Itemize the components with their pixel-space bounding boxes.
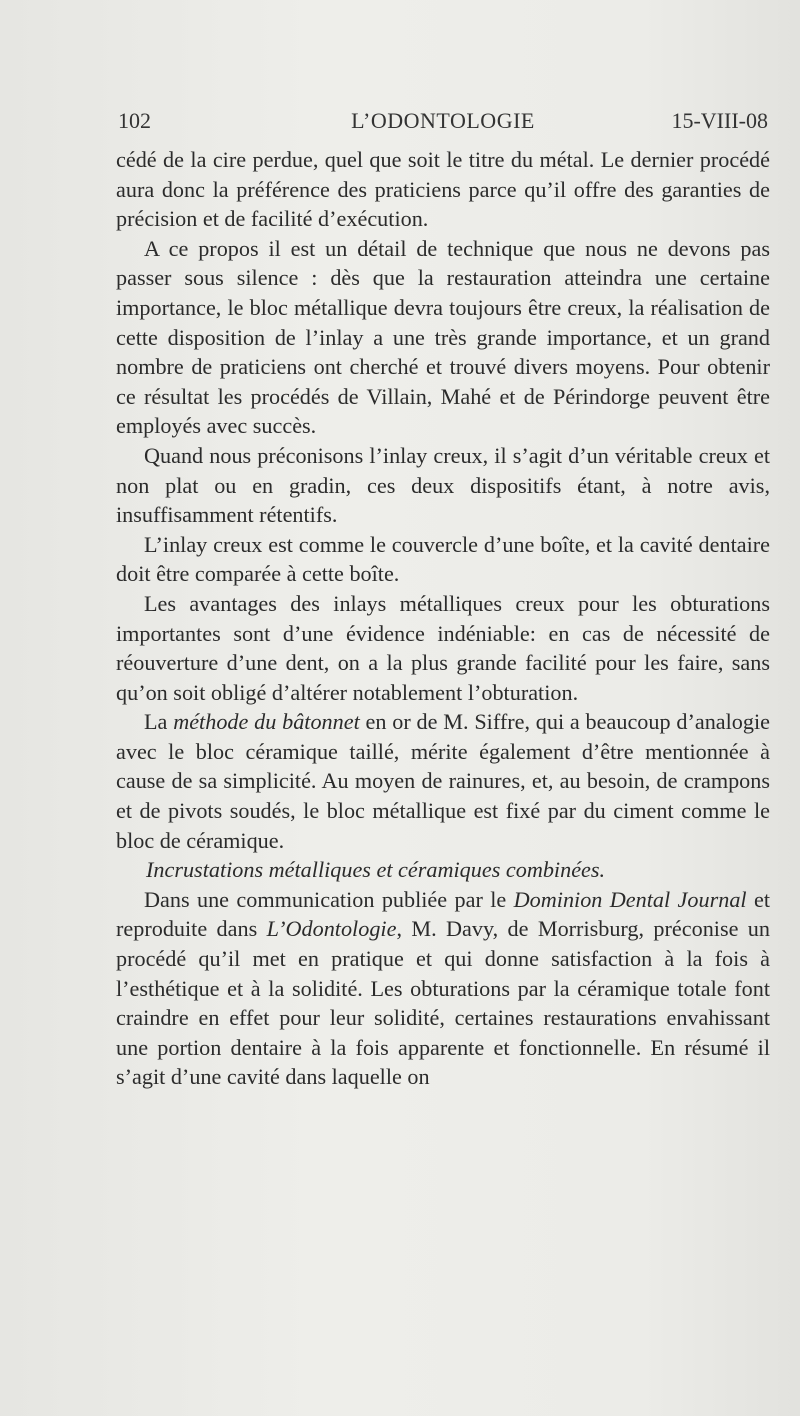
paragraph-7-e: , M. Davy, de Morrisburg, préconise un procédé qu’il met en pratique et qui donne satisfaction à la fois à l’esthétique et à la solidité. Les obturations par la céramique totale font craindre en effet pour leur solidité, certaines restaurations envahissant une portion dentaire à la fois apparente et fonctionnelle. En résumé il s’agit d’une cavité dans laquelle on <box>116 916 770 1090</box>
journal-title: L’ODONTOLOGIE <box>351 108 535 133</box>
method-name: méthode du bâtonnet <box>173 709 360 735</box>
paragraph-3: Quand nous préconisons l’inlay creux, il s’agit d’un véritable creux et non plat ou en gradin, ces deux dispositifs étant, à notre avis, insuffisamment rétentifs. <box>116 442 770 528</box>
paragraph-4: L’inlay creux est comme le couvercle d’une boîte, et la cavité dentaire doit être comparée à cette boîte. <box>116 531 770 587</box>
section-subheading: Incrustations métalliques et céramiques combinées. <box>146 857 606 883</box>
paragraph-6 <box>116 707 770 855</box>
paragraph-6-pre: La <box>144 709 174 735</box>
issue-date: 15-VIII-08 <box>671 108 768 133</box>
journal-name-2: L’Odontologie <box>266 916 397 942</box>
body-text <box>116 145 770 1092</box>
journal-name: Dominion Dental Journal <box>513 886 747 912</box>
paragraph-5: Les avantages des inlays métalliques creux pour les obturations importantes sont d’une évidence indéniable: en cas de nécessité de réouverture d’une dent, on a la plus grande facilité pour les faire, sans qu’on soit obligé d’altérer notablement l’obturation. <box>116 590 770 705</box>
paragraph-2: A ce propos il est un détail de technique que nous ne devons pas passer sous silence : dès que la restauration atteindra une certaine importance, le bloc métallique devra toujours être creux, la réalisation de cette disposition de l’inlay a une très grande importance, et un grand nombre de praticiens ont cherché et trouvé divers moyens. Pour obtenir ce résultat les procédés de Villain, Mahé et de Périndorge peuvent être employés avec succès. <box>116 235 770 439</box>
paragraph-7-c: et reproduite dans <box>116 886 770 942</box>
paragraph-6-post: en or de M. Siffre, qui a beaucoup d’analogie avec le bloc céramique taillé, mérite également d’être mentionnée à cause de sa simplicité. Au moyen de rainures, et, au besoin, de crampons et de pivots soudés, le bloc métallique est fixé par du ciment comme le bloc de céramique. <box>116 709 770 853</box>
page-number: 102 <box>118 108 151 133</box>
running-header <box>118 108 768 136</box>
paragraph-1: cédé de la cire perdue, quel que soit le titre du métal. Le dernier procédé aura donc la préférence des praticiens parce qu’il offre des garanties de précision et de facilité d’exécution. <box>116 147 770 232</box>
paragraph-7-a: Dans une communication publiée par le <box>144 886 514 912</box>
paragraph-7 <box>116 885 770 1092</box>
